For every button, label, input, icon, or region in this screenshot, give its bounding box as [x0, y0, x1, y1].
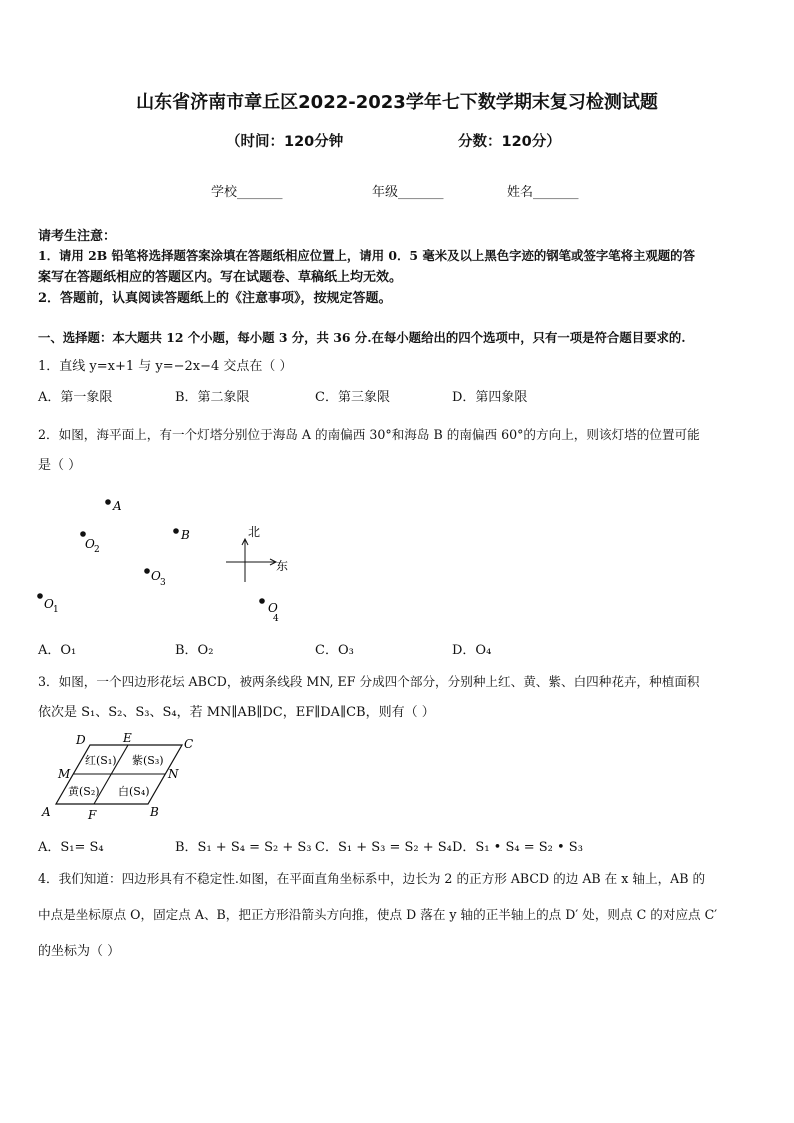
svg-text:O: O	[151, 569, 161, 583]
label-n: N	[168, 767, 179, 781]
notice-line-1b: 案写在答题纸相应的答题区内。写在试题卷、草稿纸上均无效。	[38, 270, 403, 285]
region-red: 红(S₁)	[85, 754, 117, 767]
q4-line-b: 中点是坐标原点 O，固定点 A、B，把正方形沿箭头方向推，使点 D 落在 y 轴的正半轴上的点 D′ 处，则点 C 的对应点 C′	[38, 907, 718, 922]
point-o1	[37, 593, 59, 615]
svg-text:A: A	[113, 499, 122, 513]
q1-option-d: D．第四象限	[452, 390, 528, 405]
q1-stem: 1．直线 y=x+1 与 y=−2x−4 交点在（ ）	[38, 359, 293, 374]
region-white: 白(S₄)	[118, 785, 150, 798]
school-field: 学校_______	[211, 185, 283, 200]
q4-line-c: 的坐标为（ ）	[38, 944, 121, 959]
label-e: E	[123, 731, 132, 745]
svg-text:O: O	[268, 601, 278, 615]
q4-line-a: 4．我们知道：四边形具有不稳定性.如图，在平面直角坐标系中，边长为 2 的正方形 ABCD 的边 AB 在 x 轴上，AB 的	[38, 871, 706, 886]
q2-option-d: D．O₄	[452, 643, 492, 658]
q3-option-b: B．S₁ + S₄ = S₂ + S₃	[175, 840, 312, 855]
grade-field: 年级_______	[372, 185, 444, 200]
compass-icon	[226, 525, 288, 582]
q2-stem-b: 是（ ）	[38, 458, 82, 473]
q1-option-c: C．第三象限	[315, 390, 390, 405]
exam-score: 分数：120分）	[458, 134, 561, 150]
q3-stem-b: 依次是 S₁、S₂、S₃、S₄，若 MN∥AB∥DC，EF∥DA∥CB，则有（ ）	[38, 705, 435, 720]
region-yellow: 黄(S₂)	[68, 785, 100, 798]
svg-text:B: B	[181, 528, 190, 542]
svg-text:2: 2	[94, 545, 100, 555]
exam-time: （时间：120分钟	[226, 134, 344, 150]
notice-line-1a: 1．请用 2B 铅笔将选择题答案涂填在答题纸相应位置上，请用 0．5 毫米及以上黑色字迹的钢笔或签字笔将主观题的答	[38, 248, 695, 263]
q3-option-c: C．S₁ + S₃ = S₂ + S₄	[315, 840, 452, 855]
page-title: 山东省济南市章丘区2022-2023学年七下数学期末复习检测试题	[136, 92, 658, 113]
q2-figure	[30, 490, 310, 625]
svg-text:东: 东	[276, 559, 289, 573]
label-m: M	[58, 767, 71, 781]
q3-option-d: D．S₁ • S₄ = S₂ • S₃	[452, 840, 583, 855]
q1-option-a: A．第一象限	[38, 390, 113, 405]
q2-option-b: B．O₂	[175, 643, 214, 658]
svg-text:4: 4	[273, 614, 279, 624]
point-b	[173, 528, 190, 542]
q3-option-a: A．S₁= S₄	[38, 840, 104, 855]
svg-text:3: 3	[160, 578, 166, 588]
label-d: D	[76, 733, 86, 747]
svg-text:北: 北	[248, 525, 261, 539]
q3-figure	[36, 728, 206, 820]
q3-stem-a: 3．如图，一个四边形花坛 ABCD，被两条线段 MN, EF 分成四个部分，分别种上红、黄、紫、白四种花卉，种植面积	[38, 674, 700, 689]
point-a	[105, 499, 122, 513]
point-o4	[259, 598, 279, 624]
svg-text:1: 1	[53, 605, 59, 615]
notice-line-2: 2．答题前，认真阅读答题纸上的《注意事项》，按规定答题。	[38, 291, 392, 306]
name-field: 姓名_______	[507, 185, 579, 200]
q2-stem-a: 2．如图，海平面上，有一个灯塔分别位于海岛 A 的南偏西 30°和海岛 B 的南偏西 60°的方向上，则该灯塔的位置可能	[38, 427, 700, 442]
q1-option-b: B．第二象限	[175, 390, 250, 405]
notice-heading: 请考生注意：	[38, 229, 117, 244]
section-heading: 一、选择题：本大题共 12 个小题，每小题 3 分，共 36 分.在每小题给出的四个选项中，只有一项是符合题目要求的.	[38, 330, 686, 345]
point-o3	[144, 568, 166, 588]
svg-text:O: O	[85, 537, 95, 551]
q2-option-a: A．O₁	[38, 643, 77, 658]
point-o2	[80, 531, 100, 555]
label-f: F	[88, 808, 97, 820]
label-a: A	[42, 805, 51, 819]
label-c: C	[184, 737, 194, 751]
region-purple: 紫(S₃)	[132, 754, 164, 767]
svg-text:O: O	[44, 597, 54, 611]
q2-option-c: C．O₃	[315, 643, 354, 658]
label-b: B	[150, 805, 159, 819]
